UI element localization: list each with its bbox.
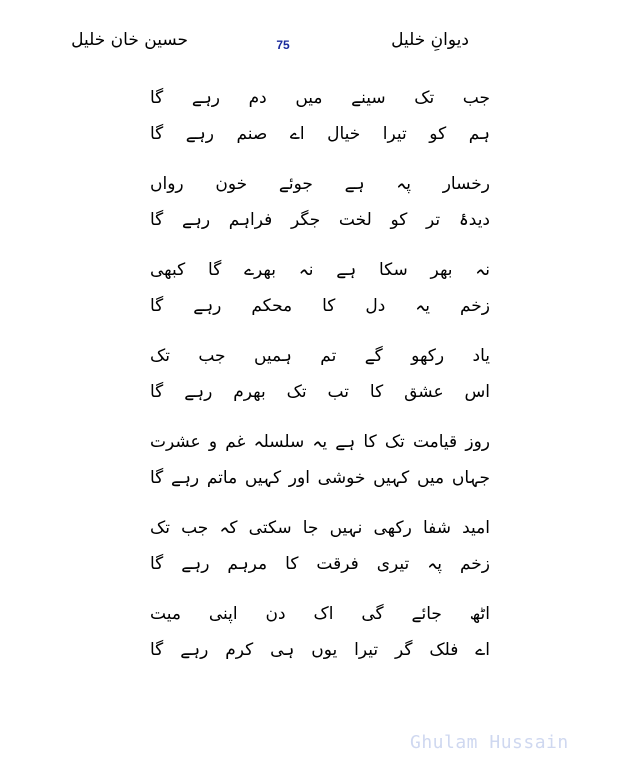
stanza-6 — [150, 518, 490, 604]
poem-line: اے فلک گر تیرا یوں ہی کرم رہے گا — [150, 640, 490, 660]
poem-line: امید شفا رکھی نہیں جا سکتی کہ جب تک — [150, 518, 490, 538]
poem-line: اٹھ جائے گی اک دن اپنی میت — [150, 604, 490, 624]
header-author-name: حسین خان خلیل — [71, 30, 188, 50]
stanza-1 — [150, 88, 490, 174]
poem-line: نہ بھر سکا ہے نہ بھرے گا کبھی — [150, 260, 490, 280]
poem-line: زخم یہ دل کا محکم رہے گا — [150, 296, 490, 316]
stanza-3 — [150, 260, 490, 346]
poem-line: زخم پہ تیری فرقت کا مرہم رہے گا — [150, 554, 490, 574]
watermark: Ghulam Hussain — [410, 732, 569, 753]
poem-line: جہاں میں کہیں خوشی اور کہیں ماتم رہے گا — [150, 468, 490, 488]
poem-line: روز قیامت تک کا ہے یہ سلسلہ غم و عشرت — [150, 432, 490, 452]
header-book-title: دیوانِ خلیل — [391, 30, 469, 50]
poem-line: یاد رکھو گے تم ہمیں جب تک — [150, 346, 490, 366]
page-number: 75 — [276, 38, 290, 52]
stanza-2 — [150, 174, 490, 260]
poem-line: رخسار پہ ہے جوئے خون رواں — [150, 174, 490, 194]
poem-line: ہم کو تیرا خیال اے صنم رہے گا — [150, 124, 490, 144]
stanza-5 — [150, 432, 490, 518]
stanza-4 — [150, 346, 490, 432]
poem-line: دیدۂ تر کو لخت جگر فراہم رہے گا — [150, 210, 490, 230]
poem-line: جب تک سینے میں دم رہے گا — [150, 88, 490, 108]
poem-line: اس عشق کا تب تک بھرم رہے گا — [150, 382, 490, 402]
stanza-7 — [150, 604, 490, 690]
poem-body — [150, 88, 490, 690]
